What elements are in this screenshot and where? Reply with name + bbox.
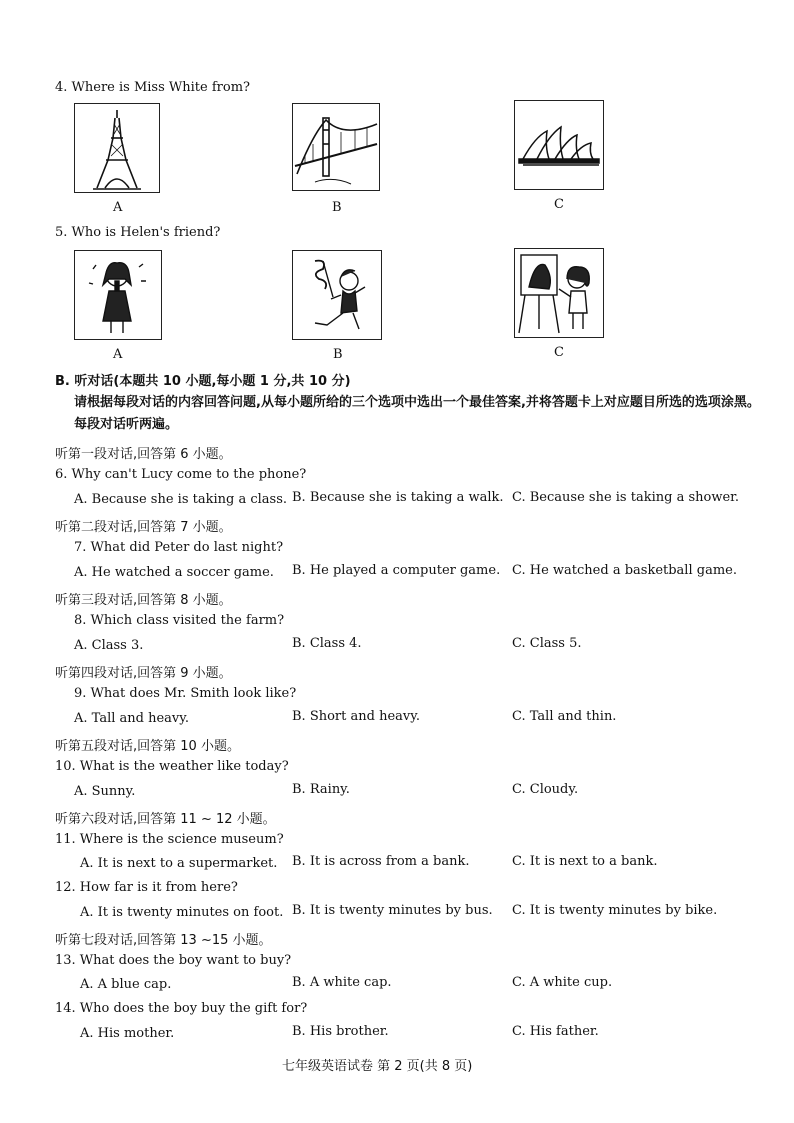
q5-label-b: B <box>333 347 343 362</box>
question-10-text: 10. What is the weather like today? <box>55 759 289 774</box>
girl-singing-icon[interactable] <box>74 250 162 340</box>
dialogue-2-intro: 听第二段对话,回答第 7 小题。 <box>55 520 232 535</box>
q12-option-c[interactable]: C. It is twenty minutes by bike. <box>512 903 718 918</box>
q5-label-c: C <box>554 345 564 360</box>
q12-option-b[interactable]: B. It is twenty minutes by bus. <box>292 903 493 918</box>
q4-label-c: C <box>554 197 564 212</box>
q11-option-c[interactable]: C. It is next to a bank. <box>512 854 658 869</box>
q4-label-b: B <box>332 200 342 215</box>
q5-label-a: A <box>113 347 123 362</box>
q14-option-c[interactable]: C. His father. <box>512 1024 599 1039</box>
question-11-text: 11. Where is the science museum? <box>55 832 284 847</box>
q9-option-b[interactable]: B. Short and heavy. <box>292 709 420 724</box>
q8-option-c[interactable]: C. Class 5. <box>512 636 582 651</box>
q14-option-b[interactable]: B. His brother. <box>292 1024 389 1039</box>
q13-option-b[interactable]: B. A white cap. <box>292 975 392 990</box>
girl-painting-icon[interactable] <box>514 248 604 338</box>
q8-option-a[interactable]: A. Class 3. <box>74 638 144 653</box>
q9-option-a[interactable]: A. Tall and heavy. <box>74 711 190 726</box>
q10-option-a[interactable]: A. Sunny. <box>74 784 136 799</box>
question-8-text: 8. Which class visited the farm? <box>74 613 285 628</box>
girl-dancing-icon[interactable] <box>292 250 382 340</box>
q11-option-a[interactable]: A. It is next to a supermarket. <box>80 856 278 871</box>
q4-label-a: A <box>113 200 123 215</box>
dialogue-5-intro: 听第五段对话,回答第 10 小题。 <box>55 739 240 754</box>
question-4-text: 4. Where is Miss White from? <box>55 80 250 95</box>
q7-option-b[interactable]: B. He played a computer game. <box>292 563 501 578</box>
question-6-text: 6. Why can't Lucy come to the phone? <box>55 467 307 482</box>
page-footer: 七年级英语试卷 第 2 页(共 8 页) <box>282 1059 473 1074</box>
question-5-text: 5. Who is Helen's friend? <box>55 225 221 240</box>
sydney-opera-house-icon[interactable] <box>514 100 604 190</box>
q6-option-a[interactable]: A. Because she is taking a class. <box>74 492 288 507</box>
golden-gate-bridge-icon[interactable] <box>292 103 380 191</box>
q9-option-c[interactable]: C. Tall and thin. <box>512 709 617 724</box>
q7-option-a[interactable]: A. He watched a soccer game. <box>74 565 274 580</box>
dialogue-6-intro: 听第六段对话,回答第 11 ~ 12 小题。 <box>55 812 276 827</box>
question-7-text: 7. What did Peter do last night? <box>74 540 284 555</box>
section-b-title: B. 听对话(本题共 10 小题,每小题 1 分,共 10 分) <box>55 374 351 389</box>
q14-option-a[interactable]: A. His mother. <box>80 1026 175 1041</box>
q13-option-a[interactable]: A. A blue cap. <box>80 977 172 992</box>
question-13-text: 13. What does the boy want to buy? <box>55 953 292 968</box>
question-9-text: 9. What does Mr. Smith look like? <box>74 686 297 701</box>
q10-option-b[interactable]: B. Rainy. <box>292 782 350 797</box>
q13-option-c[interactable]: C. A white cup. <box>512 975 613 990</box>
q12-option-a[interactable]: A. It is twenty minutes on foot. <box>80 905 284 920</box>
question-12-text: 12. How far is it from here? <box>55 880 238 895</box>
dialogue-7-intro: 听第七段对话,回答第 13 ~15 小题。 <box>55 933 272 948</box>
q6-option-c[interactable]: C. Because she is taking a shower. <box>512 490 740 505</box>
dialogue-3-intro: 听第三段对话,回答第 8 小题。 <box>55 593 232 608</box>
q8-option-b[interactable]: B. Class 4. <box>292 636 362 651</box>
q6-option-b[interactable]: B. Because she is taking a walk. <box>292 490 504 505</box>
q7-option-c[interactable]: C. He watched a basketball game. <box>512 563 737 578</box>
q11-option-b[interactable]: B. It is across from a bank. <box>292 854 470 869</box>
question-14-text: 14. Who does the boy buy the gift for? <box>55 1001 308 1016</box>
dialogue-4-intro: 听第四段对话,回答第 9 小题。 <box>55 666 232 681</box>
eiffel-tower-icon[interactable] <box>74 103 160 193</box>
section-b-instruction: 请根据每段对话的内容回答问题,从每小题所给的三个选项中选出一个最佳答案,并将答题卡上对应题目所选的选项涂黑。每段对话听两遍。 <box>74 395 760 432</box>
dialogue-1-intro: 听第一段对话,回答第 6 小题。 <box>55 447 232 462</box>
q10-option-c[interactable]: C. Cloudy. <box>512 782 579 797</box>
